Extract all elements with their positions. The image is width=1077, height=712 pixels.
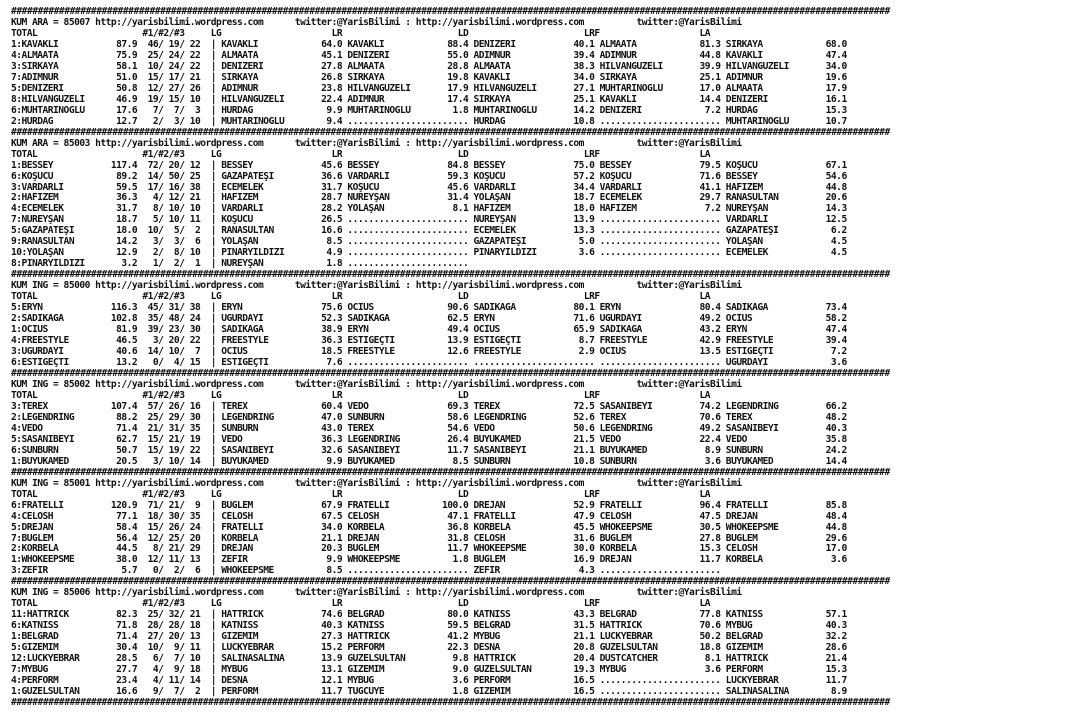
table-row: 3:TEREX 107.4 57/ 26/ 16 | TEREX 60.4 VEDO 69.3 TEREX 72.5 SASANİBEYİ 74.2 LEGENDRING 66.2: [11, 400, 847, 412]
column-header: TOTAL #1/#2/#3 LG LR LD LRF LA: [11, 488, 711, 500]
table-row: 3:UĞURDAYI 40.6 14/ 10/ 7 | OCIUS 18.5 FREESTYLE 12.6 FREESTYLE 2.9 OCIUS 13.5 ESTİGEÇTİ 7.2: [11, 346, 847, 357]
table-row: 9:RANASULTAN 14.2 3/ 3/ 6 | YOLAŞAN 8.5 ....................... GAZAPATEŞİ 5.0 ....................... YOLAŞAN 4.5: [11, 236, 847, 248]
table-row: 4:FREESTYLE 46.5 3/ 20/ 22 | FREESTYLE 36.3 ESTİGEÇTİ 13.9 ESTİGEÇTİ 8.7 FREESTYLE 42.9 FREESTYLE 39.4: [11, 335, 847, 347]
table-row: 7:BUĞLEM 56.4 12/ 25/ 20 | KÖRBELA 21.1 DREJAN 31.8 CELOSH 31.6 BUĞLEM 27.8 BUĞLEM 29.6: [11, 532, 847, 544]
table-row: 7:MYBUG 27.7 4/ 9/ 18 | MYBUG 13.1 GİZEMİM 9.0 GÜZELSULTAN 19.3 MYBUG 3.6 PERFORM 15.3: [11, 664, 847, 676]
table-row: 5:SASANİBEYİ 62.7 15/ 21/ 19 | VEDO 36.3 LEGENDRING 26.4 BÜYÜKAMED 21.5 VEDO 22.4 VEDO 35.8: [11, 433, 847, 445]
race-title: KUM ARA = 85007 http://yarisbilimi.wordpress.com twitter:@YarisBilimi : http://yarisbilimi.wordpress.com twitter:@YarisBilimi: [11, 16, 742, 28]
column-header: TOTAL #1/#2/#3 LG LR LD LRF LA: [11, 389, 711, 401]
table-row: 6:ESTİGEÇTİ 13.2 0/ 4/ 15 | ESTİGEÇTİ 7.6 ....................... ....................... ....................... UĞURDAYI 3.6: [11, 357, 847, 368]
table-row: 10:YOLAŞAN 12.9 2/ 8/ 10 | PINARYILDIZI 4.9 ....................... PINARYILDIZI 3.6 ....................... ECEMELEK 4.5: [11, 247, 847, 259]
table-row: 4:ECEMELEK 31.7 8/ 10/ 10 | VARDARLI 28.2 YOLAŞAN 8.1 HAFİZEM 18.0 HAFİZEM 7.2 NUREYŞAN 14.3: [11, 203, 847, 215]
table-row: 1:KAVAKLI 87.9 46/ 19/ 22 | KAVAKLI 64.0 KAVAKLI 88.4 DENİZERİ 40.1 ALMAATA 81.3 SIRKAYA 68.0: [11, 38, 847, 50]
table-row: 11:HATTRICK 82.3 25/ 32/ 21 | HATTRICK 74.6 BELGRAD 80.0 KATNISS 43.3 BELGRAD 77.8 KATNISS 57.1: [11, 609, 847, 621]
race-title: KUM ING = 85000 http://yarisbilimi.wordpress.com twitter:@YarisBilimi : http://yarisbilimi.wordpress.com twitter:@YarisBilimi: [11, 280, 742, 292]
table-row: 4:ALMAATA 75.9 25/ 24/ 22 | ALMAATA 45.1 DENİZERİ 55.0 ADIMNUR 39.4 ADIMNUR 44.8 KAVAKLI 47.4: [11, 49, 847, 61]
separator-line: #####################################################################################################################################################################: [11, 126, 890, 138]
table-row: 2:KÖRBELA 44.5 8/ 21/ 29 | DREJAN 20.3 BUĞLEM 11.7 WHOKEEPSME 30.0 KÖRBELA 15.3 CELOSH 17.0: [11, 543, 847, 555]
table-row: 7:ADIMNUR 51.0 15/ 17/ 21 | SIRKAYA 26.8 SIRKAYA 19.8 KAVAKLI 34.0 SIRKAYA 25.1 ADIMNUR 19.6: [11, 71, 847, 83]
table-row: 5:DENİZERİ 50.8 12/ 27/ 26 | ADIMNUR 23.8 HİLVANGÜZELİ 17.9 HİLVANGÜZELİ 27.1 MUHTARINOĞLU 17.0 ALMAATA 17.9: [11, 82, 847, 94]
table-row: 12:LUCKYEBRAR 28.5 6/ 7/ 10 | SALINASALINA 13.9 GÜZELSULTAN 9.8 HATTRICK 20.4 DUSTCATCHER 8.1 HATTRICK 21.4: [11, 653, 847, 665]
table-row: 6:MUHTARINOĞLU 17.6 7/ 7/ 3 | HÜRDAĞ 9.9 MUHTARINOĞLU 1.8 MUHTARINOĞLU 14.2 DENİZERİ 7.2 HÜRDAĞ 15.3: [11, 104, 847, 116]
table-row: 6:KOŞUCU 89.2 14/ 50/ 25 | GAZAPATEŞİ 36.6 VARDARLI 59.3 KOŞUCU 57.2 KOŞUCU 71.6 BESSEY 54.6: [11, 170, 847, 182]
table-row: 6:FRATELLI 120.9 71/ 21/ 9 | BUĞLEM 67.9 FRATELLI 100.0 DREJAN 52.9 FRATELLI 96.4 FRATELLI 85.8: [11, 499, 847, 511]
table-row: 5:GİZEMİM 30.4 10/ 9/ 11 | LUCKYEBRAR 15.2 PERFORM 22.3 DESNA 20.8 GÜZELSULTAN 18.8 GİZEMİM 28.6: [11, 642, 847, 654]
separator-line: #####################################################################################################################################################################: [11, 367, 890, 379]
table-row: 3:VARDARLI 59.5 17/ 16/ 38 | ECEMELEK 31.7 KOŞUCU 45.6 VARDARLI 34.4 VARDARLI 41.1 HAFİZEM 44.8: [11, 181, 847, 193]
table-row: 3:SIRKAYA 58.1 10/ 24/ 22 | DENİZERİ 27.8 ALMAATA 28.8 ALMAATA 38.3 HİLVANGÜZELİ 39.9 HİLVANGÜZELİ 34.0: [11, 60, 847, 72]
table-row: 1:GÜZELSULTAN 16.6 9/ 7/ 2 | PERFORM 11.7 TUĞCUYE 1.8 GİZEMİM 16.5 ....................... SALINASALINA 8.9: [11, 686, 847, 698]
separator-line: #####################################################################################################################################################################: [11, 269, 890, 281]
race-title: KUM ING = 85001 http://yarisbilimi.wordpress.com twitter:@YarisBilimi : http://yarisbilimi.wordpress.com twitter:@YarisBilimi: [11, 477, 742, 489]
column-header: TOTAL #1/#2/#3 LG LR LD LRF LA: [11, 148, 711, 160]
table-row: 8:PINARYILDIZI 3.2 1/ 2/ 1 | NUREYŞAN 1.8 .......................: [11, 258, 469, 270]
separator-line: #####################################################################################################################################################################: [11, 466, 890, 478]
table-row: 6:KATNISS 71.8 28/ 28/ 18 | KATNISS 40.3 KATNISS 59.5 BELGRAD 31.5 HATTRICK 70.6 MYBUG 40.3: [11, 620, 847, 632]
table-row: 1:BESSEY 117.4 72/ 20/ 12 | BESSEY 45.6 BESSEY 84.8 BESSEY 75.0 BESSEY 79.5 KOŞUCU 67.1: [11, 159, 847, 171]
table-row: 4:VEDO 71.4 21/ 31/ 35 | SUNBURN 43.0 TEREX 54.6 VEDO 50.6 LEGENDRING 49.2 SASANİBEYİ 40.3: [11, 422, 847, 434]
table-row: 1:WHOKEEPSME 38.0 12/ 11/ 13 | ZEFIR 9.9 WHOKEEPSME 1.8 BUĞLEM 16.9 DREJAN 11.7 KÖRBELA 3.6: [11, 554, 847, 566]
table-row: 1:BELGRAD 71.4 27/ 20/ 13 | GİZEMİM 27.3 HATTRICK 41.2 MYBUG 21.1 LUCKYEBRAR 50.2 BELGRAD 32.2: [11, 631, 847, 643]
table-row: 3:ZEFIR 5.7 0/ 2/ 6 | WHOKEEPSME 8.5 ....................... ZEFIR 4.3 .......................: [11, 565, 721, 577]
table-row: 2:HAFİZEM 36.3 4/ 12/ 21 | HAFİZEM 28.7 NUREYŞAN 31.4 YOLAŞAN 18.7 ECEMELEK 29.7 RANASULTAN 20.6: [11, 192, 847, 204]
table-row: 7:NUREYŞAN 18.7 5/ 10/ 11 | KOŞUCU 26.5 ....................... NUREYŞAN 13.9 ....................... VARDARLI 12.5: [11, 214, 847, 226]
table-row: 4:CELOSH 77.1 18/ 30/ 35 | CELOSH 67.5 CELOSH 47.1 FRATELLI 47.9 CELOSH 47.5 DREJAN 48.4: [11, 510, 847, 522]
table-row: 5:DREJAN 58.4 15/ 26/ 24 | FRATELLI 34.0 KÖRBELA 36.8 KÖRBELA 45.5 WHOKEEPSME 30.5 WHOKEEPSME 44.8: [11, 521, 847, 533]
column-header: TOTAL #1/#2/#3 LG LR LD LRF LA: [11, 27, 711, 39]
separator-line: #####################################################################################################################################################################: [11, 697, 890, 708]
table-row: 4:PERFORM 23.4 4/ 11/ 14 | DESNA 12.1 MYBUG 3.6 PERFORM 16.5 ....................... LUCKYEBRAR 11.7: [11, 675, 847, 687]
table-row: 1:OCIUS 81.9 39/ 23/ 30 | SADIKAĞA 38.9 ERYN 49.4 OCIUS 65.9 SADIKAĞA 43.2 ERYN 47.4: [11, 324, 847, 336]
table-row: 5:GAZAPATEŞİ 18.0 10/ 5/ 2 | RANASULTAN 16.6 ....................... ECEMELEK 13.3 ....................... GAZAPATEŞİ 6.2: [11, 225, 847, 237]
separator-line: #####################################################################################################################################################################: [11, 576, 890, 588]
table-row: 2:LEGENDRING 88.2 25/ 29/ 30 | LEGENDRING 47.0 SUNBURN 58.6 LEGENDRING 52.6 TEREX 70.6 TEREX 48.2: [11, 411, 847, 423]
column-header: TOTAL #1/#2/#3 LG LR LD LRF LA: [11, 598, 711, 610]
table-row: 8:HİLVANGÜZELİ 46.9 19/ 15/ 10 | HİLVANGÜZELİ 22.4 ADIMNUR 17.4 SIRKAYA 25.1 KAVAKLI 14.4 DENİZERİ 16.1: [11, 93, 847, 105]
separator-line: #####################################################################################################################################################################: [11, 6, 890, 17]
table-row: 1:BÜYÜKAMED 20.5 3/ 10/ 14 | BÜYÜKAMED 9.9 BÜYÜKAMED 8.5 SUNBURN 10.8 SUNBURN 3.6 BÜYÜKAMED 14.4: [11, 455, 847, 467]
race-title: KUM ARA = 85003 http://yarisbilimi.wordpress.com twitter:@YarisBilimi : http://yarisbilimi.wordpress.com twitter:@YarisBilimi: [11, 137, 742, 149]
table-row: 6:SUNBURN 50.7 15/ 19/ 22 | SASANİBEYİ 32.6 SASANİBEYİ 11.7 SASANİBEYİ 21.1 BÜYÜKAMED 8.9 SUNBURN 24.2: [11, 444, 847, 456]
table-row: 5:ERYN 116.3 45/ 31/ 38 | ERYN 75.6 OCIUS 90.6 SADIKAĞA 80.1 ERYN 80.4 SADIKAĞA 73.4: [11, 302, 847, 314]
race-title: KUM ING = 85002 http://yarisbilimi.wordpress.com twitter:@YarisBilimi : http://yarisbilimi.wordpress.com twitter:@YarisBilimi: [11, 378, 742, 390]
table-row: 2:HÜRDAĞ 12.7 2/ 3/ 10 | MUHTARINOĞLU 9.4 ....................... HÜRDAĞ 10.8 ....................... MUHTARINOĞLU 10.7: [11, 115, 847, 127]
table-row: 2:SADIKAĞA 102.8 35/ 48/ 24 | UĞURDAYI 52.3 SADIKAĞA 62.5 ERYN 71.6 UĞURDAYI 49.2 OCIUS 58.2: [11, 313, 847, 325]
column-header: TOTAL #1/#2/#3 LG LR LD LRF LA: [11, 291, 711, 303]
race-title: KUM ING = 85006 http://yarisbilimi.wordpress.com twitter:@YarisBilimi : http://yarisbilimi.wordpress.com twitter:@YarisBilimi: [11, 587, 742, 599]
